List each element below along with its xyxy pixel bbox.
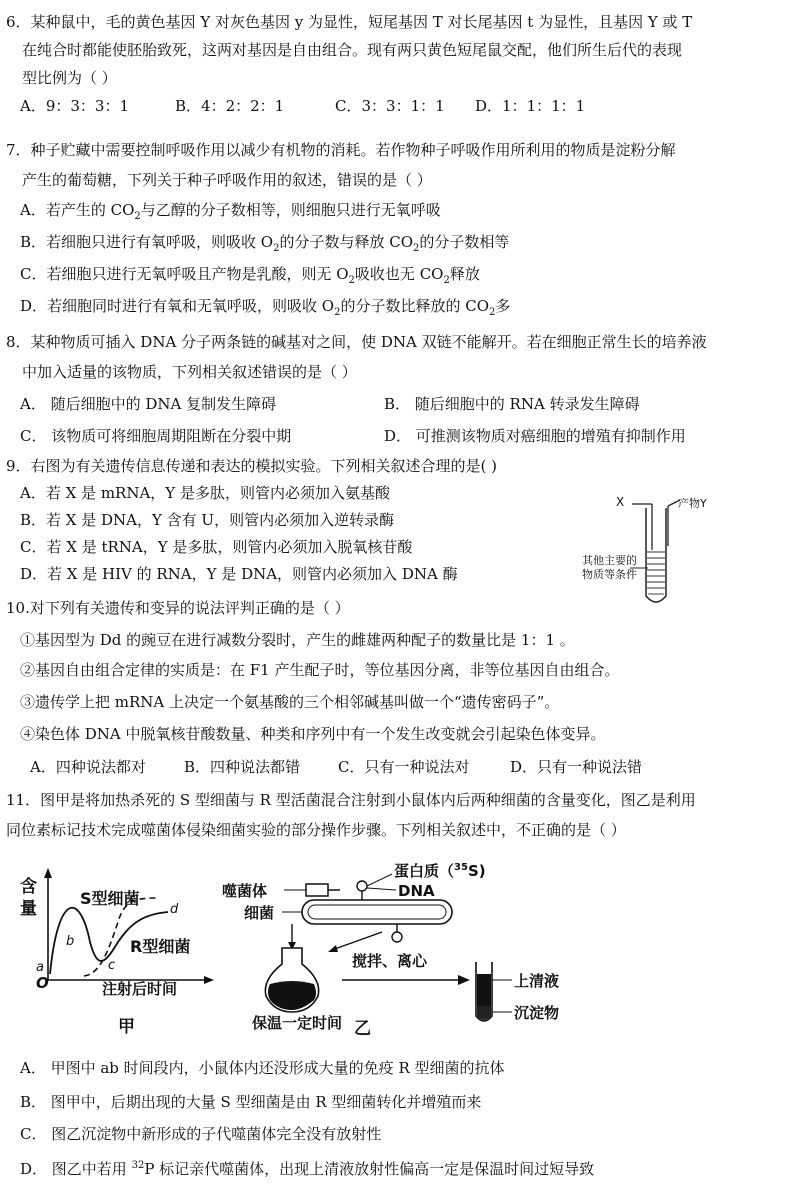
test-tube-diagram bbox=[580, 488, 740, 613]
q11-figa-caption: 甲 bbox=[118, 1017, 135, 1037]
q10-option-c: C．只有一种说法对 bbox=[338, 758, 470, 776]
q11-figb-dna-label: DNA bbox=[398, 882, 435, 900]
q9-test-tube-figure bbox=[580, 488, 740, 613]
q9-fig-cond-line1: 其他主要的 bbox=[582, 554, 637, 567]
q11-figa-a-mark: a bbox=[36, 960, 44, 975]
q6-option-c: C．3：3：1：1 bbox=[335, 97, 445, 115]
q11-figa-b-mark: b bbox=[66, 934, 75, 949]
q11-stem-line1: 11．图甲是将加热杀死的 S 型细菌与 R 型活菌混合注射到小鼠体内后两种细菌的含量变化，图乙是利用 bbox=[6, 791, 696, 809]
q10-option-d: D．只有一种说法错 bbox=[510, 758, 643, 776]
q9-option-a: A．若 X 是 mRNA，Y 是多肽，则管内必须加入氨基酸 bbox=[20, 484, 390, 502]
q11-figa-r-label: R型细菌 bbox=[130, 937, 191, 956]
q10-statement-2: ②基因自由组合定律的实质是：在 F1 产生配子时，等位基因分离，非等位基因自由组合。 bbox=[20, 661, 620, 679]
q11-figa-c-mark: c bbox=[108, 958, 116, 973]
q6-stem-line2: 在纯合时都能使胚胎致死，这两对基因是自由组合。现有两只黄色短尾鼠交配，他们所生后代的表现 bbox=[22, 41, 683, 59]
q9-option-b: B．若 X 是 DNA，Y 含有 U，则管内必须加入逆转录酶 bbox=[20, 511, 395, 529]
q8-option-c: C． 该物质可将细胞周期阻断在分裂中期 bbox=[20, 427, 292, 445]
q10-option-a: A．四种说法都对 bbox=[30, 758, 146, 776]
q10-statement-1: ①基因型为 Dd 的豌豆在进行减数分裂时，产生的雌雄两种配子的数量比是 1：1 。 bbox=[20, 631, 575, 649]
q8-option-a: A． 随后细胞中的 DNA 复制发生障碍 bbox=[20, 395, 277, 413]
q10-option-b: B．四种说法都错 bbox=[184, 758, 301, 776]
q11-figure-b bbox=[222, 852, 602, 1038]
q11-figa-s-label: S型细菌 bbox=[80, 889, 140, 908]
q8-option-b: B． 随后细胞中的 RNA 转录发生障碍 bbox=[384, 395, 640, 413]
q8-stem-line1: 8．某种物质可插入 DNA 分子两条链的碱基对之间，使 DNA 双链不能解开。若在细胞正常生长的培养液 bbox=[6, 333, 707, 351]
q7-stem-line2: 产生的葡萄糖，下列关于种子呼吸作用的叙述，错误的是（ ） bbox=[22, 171, 432, 189]
q6-option-a: A．9：3：3：1 bbox=[20, 97, 130, 115]
q11-figb-supernatant-label: 上清液 bbox=[514, 972, 560, 990]
q11-figa-d-mark: d bbox=[170, 902, 179, 917]
q11-option-b: B． 图甲中，后期出现的大量 S 型细菌是由 R 型细菌转化并增殖而来 bbox=[20, 1093, 482, 1111]
q6-stem-line3: 型比例为（ ） bbox=[22, 69, 117, 87]
q9-fig-cond-line2: 物质等条件 bbox=[582, 568, 637, 581]
q10-stem: 10.对下列有关遗传和变异的说法评判正确的是（ ） bbox=[6, 599, 350, 617]
q11-figa-origin: O bbox=[36, 974, 49, 992]
q11-figb-stir-label: 搅拌、离心 bbox=[352, 952, 428, 970]
q9-stem: 9．右图为有关遗传信息传递和表达的模拟实验。下列相关叙述合理的是( ) bbox=[6, 457, 498, 475]
q11-figb-bacteria-label: 细菌 bbox=[244, 904, 275, 922]
q7-option-a: A．若产生的 $CO_2$与乙醇的分子数相等，则细胞只进行无氧呼吸 bbox=[20, 201, 441, 222]
q11-figa-ylabel-2: 量 bbox=[20, 899, 37, 919]
q11-figure-a bbox=[18, 862, 218, 1037]
q7-stem-line1: 7．种子贮藏中需要控制呼吸作用以减少有机物的消耗。若作物种子呼吸作用所利用的物质是淀粉分解 bbox=[6, 141, 676, 159]
q11-figa-ylabel-1: 含 bbox=[20, 877, 37, 897]
q10-statement-3: ③遗传学上把 mRNA 上决定一个氨基酸的三个相邻碱基叫做一个“遗传密码子”。 bbox=[20, 693, 560, 711]
q11-option-a: A． 甲图中 ab 时间段内，小鼠体内还没形成大量的免疫 R 型细菌的抗体 bbox=[20, 1059, 505, 1077]
q11-figb-sediment-label: 沉淀物 bbox=[514, 1004, 560, 1022]
q11-option-d: D． 图乙中若用 $^{32}$P 标记亲代噬菌体，出现上清液放射性偏高一定是保温时间过短导致 bbox=[20, 1160, 595, 1178]
q7-option-c: C．若细胞只进行无氧呼吸且产物是乳酸，则无 $O_2$吸收也无 $CO_2$释放 bbox=[20, 265, 480, 286]
q9-fig-y-label: 产物Y bbox=[678, 497, 707, 510]
q11-figb-protein-label: 蛋白质（$^{35}$S) bbox=[394, 862, 486, 880]
q7-option-b: B．若细胞只进行有氧呼吸，则吸收 $O_2$的分子数与释放 $CO_2$的分子数相等 bbox=[20, 233, 510, 254]
q6-stem-line1: 6．某种鼠中，毛的黄色基因 Y 对灰色基因 y 为显性，短尾基因 T 对长尾基因 t 为显性，且基因 Y 或 T bbox=[6, 13, 693, 31]
q6-option-d: D．1：1：1：1 bbox=[475, 97, 586, 115]
q11-option-c: C． 图乙沉淀物中新形成的子代噬菌体完全没有放射性 bbox=[20, 1125, 382, 1143]
q11-stem-line2: 同位素标记技术完成噬菌体侵染细菌实验的部分操作步骤。下列相关叙述中，不正确的是（ ） bbox=[6, 821, 626, 839]
q11-figb-caption: 乙 bbox=[354, 1019, 371, 1039]
q8-option-d: D． 可推测该物质对癌细胞的增殖有抑制作用 bbox=[384, 427, 686, 445]
q10-statement-4: ④染色体 DNA 中脱氧核苷酸数量、种类和序列中有一个发生改变就会引起染色体变异。 bbox=[20, 725, 606, 743]
q9-option-d: D．若 X 是 HIV 的 RNA，Y 是 DNA，则管内必须加入 DNA 酶 bbox=[20, 565, 458, 583]
q6-option-b: B．4：2：2：1 bbox=[175, 97, 285, 115]
q11-figb-warm-label: 保温一定时间 bbox=[252, 1014, 343, 1032]
q7-option-d: D．若细胞同时进行有氧和无氧呼吸，则吸收 $O_2$的分子数比释放的 $CO_2$多 bbox=[20, 297, 511, 318]
q9-fig-x-label: X bbox=[616, 495, 625, 509]
q8-stem-line2: 中加入适量的该物质，下列相关叙述错误的是（ ） bbox=[22, 363, 357, 381]
q11-figb-phage-label: 噬菌体 bbox=[222, 882, 268, 900]
q11-figa-xlabel: 注射后时间 bbox=[102, 980, 178, 998]
q9-option-c: C．若 X 是 tRNA，Y 是多肽，则管内必须加入脱氧核苷酸 bbox=[20, 538, 413, 556]
